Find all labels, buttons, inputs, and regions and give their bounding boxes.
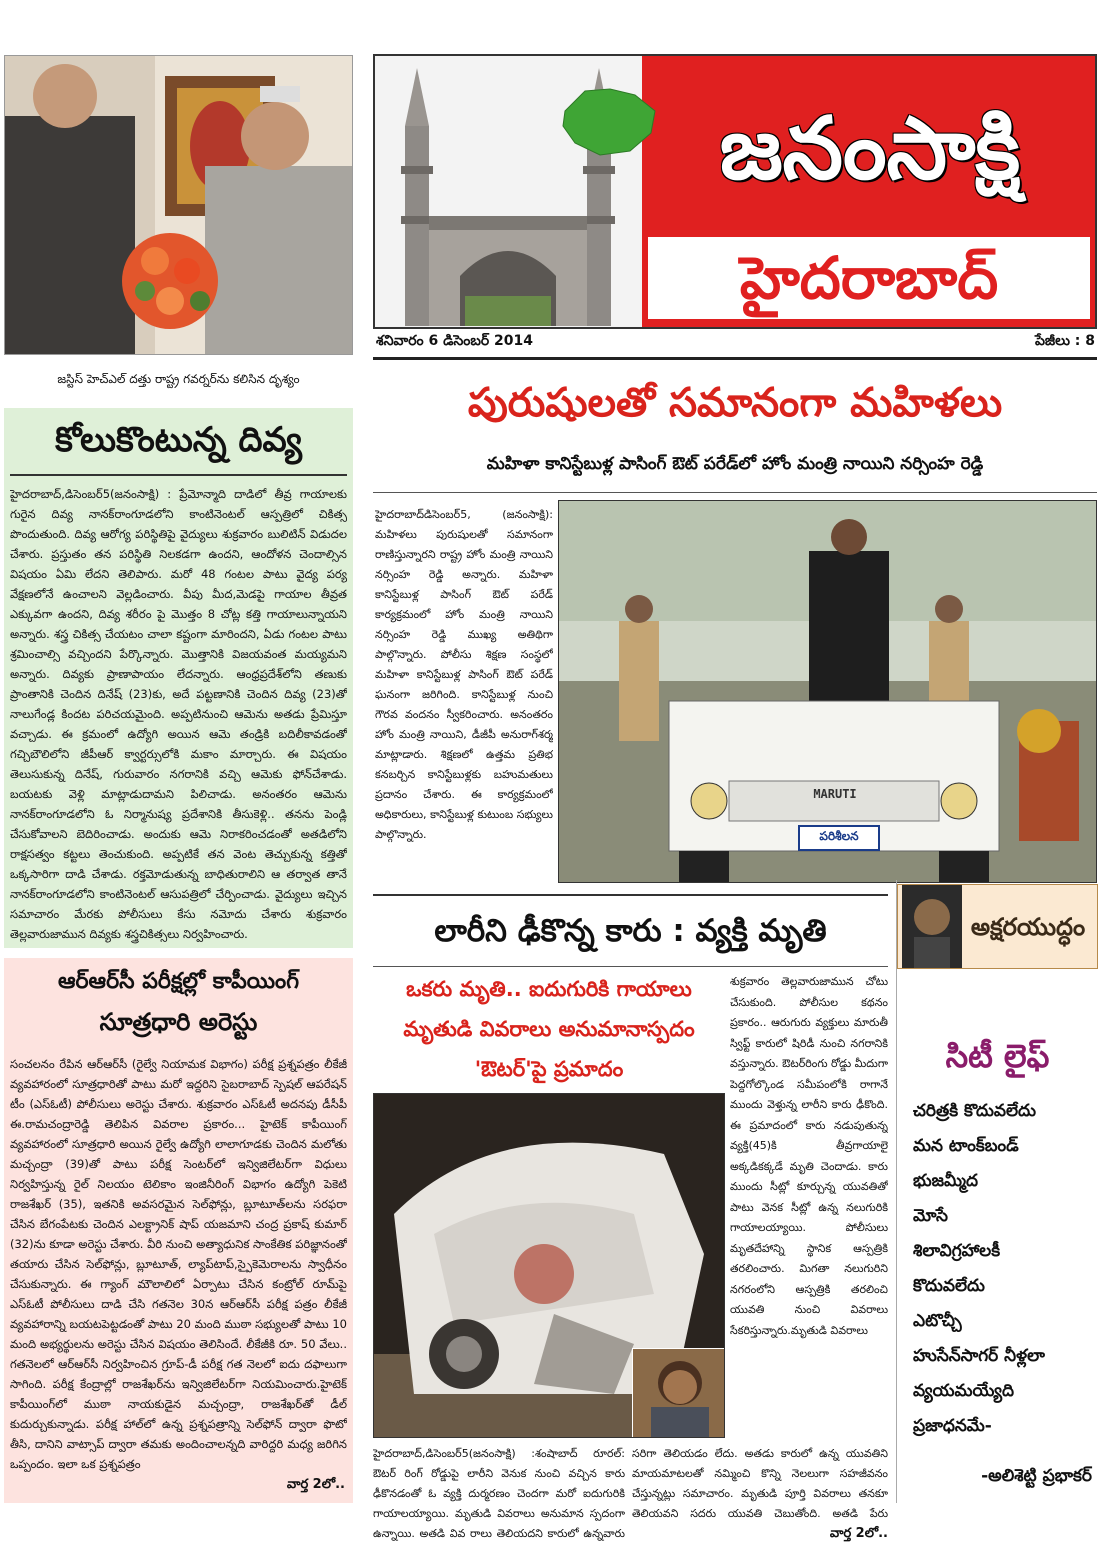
rrc-story (4, 958, 353, 1503)
governor-photo-illustration (5, 56, 353, 355)
parade-body: హైదరాబాద్‌డిసెంబర్5, (జనంసాక్షి): మహిళలు పురుషులతో సమానంగా రాణిస్తున్నారని రాష్ట్ర హోం మంత్రి నాయిని నర్సింహ రెడ్డి అన్నారు. మహిళా కానిస్టేబుళ్ల పాసింగ్ ఔట్ పరేడ్ కార్యక్రమంలో హోం మంత్రి నాయిని నర్సింహ రెడ్డి ముఖ్య అతిథిగా పాల్గొన్నారు. పోలీసు శిక్షణ సంస్థలో మహిళా కానిస్టేబుళ్ల పాసింగ్ ఔట్ పరేడ్ ఘనంగా జరిగింది. కానిస్టేబుళ్ల నుంచి గౌరవ వందనం స్వీకరించారు. అనంతరం హోం మంత్రి నాయిని, డీజీపీ అనురాగ్‌శర్మ మాట్లాడారు. శిక్షణలో ఉత్తమ ప్రతిభ కనబర్చిన కానిస్టేబుళ్లకు బహుమతులు ప్రదానం చేశారు. ఈ కార్యక్రమంలో అధికారులు, కానిస్టేబుళ్ల కుటుంబ సభ్యులు పాల్గొన్నారు. (375, 508, 553, 841)
poem-line: వ్యయమయ్యేది (913, 1381, 1014, 1401)
column-poem (913, 1094, 1098, 1454)
accident-car-photo (373, 1093, 725, 1438)
jeep-plate: పరిశీలన (819, 829, 859, 843)
column-author: -అలిశెట్టి ప్రభాకర్ (981, 1466, 1092, 1486)
poem-line: భుజమ్మీద (913, 1171, 979, 1191)
parade-rule (373, 492, 1097, 493)
masthead-edition-box (645, 234, 1093, 322)
accident-continued[interactable]: వార్త 2లో.. (829, 1526, 888, 1541)
masthead (373, 54, 1097, 329)
governor-photo-caption: జస్టిస్ హెచ్‌ఎల్ దత్తు రాష్ట్ర గవర్నర్‌ను కలిసిన దృశ్యం (57, 372, 300, 386)
accident-sub3: 'ఔటర్'పై ప్రమాదం (474, 1057, 624, 1081)
victim-portrait-illustration (633, 1349, 725, 1438)
accident-sub1: ఒకరు మృతి.. ఐదుగురికి గాయాలు (406, 977, 692, 1001)
accident-sub2: మృతుడి వివరాలు అనుమానాస్పదం (403, 1017, 695, 1041)
governor-photo (4, 55, 353, 355)
divya-headline: కోలుకొంటున్న దివ్య (55, 420, 302, 460)
page-count: పేజీలు : 8 (1034, 333, 1095, 349)
masthead-title: జనంసాక్షి (719, 99, 1021, 199)
poem-line: మోసే (913, 1206, 948, 1226)
rrc-body: సంచలనం రేపిన ఆర్‌ఆర్‌సీ (రైల్వే నియామక విభాగం) పరీక్ష ప్రశ్నపత్రం లీకేజీ వ్యవహారంలో సూత్రధారితో పాటు మరో ఇద్దరిని సైబరాబాద్ స్పెషల్ ఆపరేషన్ టీం (ఎస్‌ఓటీ) పోలీసులు అరెస్టు చేశారు. శుక్రవారం ఎస్‌ఓటీ అదనపు డీసీపీ ఈ.రామచంద్రారెడ్డి తెలిపిన వివరాల ప్రకారం... హైటెక్ కాపీయింగ్ వ్యవహారంలో సూత్రధారి అయిన రైల్వే ఉద్యోగి లాలాగూడకు చెందిన మలోతు మచ్చంద్రా (39)తో పాటు పరీక్ష సెంటర్‌లో ఇన్విజిలేటర్‌గా విధులు నిర్వహిస్తున్న రైల్ నిలయం టెలికాం ఇంజినీరింగ్ విభాగం ఉద్యోగి పెకెటి రాజశేఖర్ (35), ఇతనికి అవసరమైన సెల్‌ఫోన్లు, బ్లూటూత్‌లను సరఫరా చేసిన బేగంపేటకు చెందిన ఎలక్ట్రానిక్ షాప్ యజమాని చంద్ర ప్రకాష్ కుమార్ (32)ను కూడా అరెస్టు చేశారు. వీరి నుంచి అత్యాధునిక సాంకేతిక పరిజ్ఞానంతో తయారు చేసిన సెల్‌ఫోన్లు, బ్లూటూత్, ల్యాప్‌టాప్,స్పైకెమెరాలను స్వాధీనం చేసుకున్నారు. ఈ గ్యాంగ్ మౌలాలిలో ఏర్పాటు చేసిన కంట్రోల్ రూమ్‌పై ఎస్‌ఓటీ పోలీసులు దాడి చేసి గతనెల 30న ఆర్‌ఆర్‌సీ పరీక్ష పత్రం లీకేజీ వ్యవహారాన్ని బయటపెట్టడంతో పాటు 20 మంది ముఠా సభ్యులతో పాటు 10 మంది అభ్యర్థులను అరెస్టు చేసిన విషయం తెలిసిందే. లీకేజీకి రూ. 50 వేలు.. గతనెలలో ఆర్‌ఆర్‌సీ నిర్వహించిన గ్రూప్-డీ పరీక్ష గత నెలలో ఐదు దఫాలుగా సాగింది. పరీక్ష కేంద్రాల్లో రాజశేఖర్‌ను ఇన్విజిలేటర్‌గా నియమించారు.హైటెక్ కాపీయింగ్‌లో ముఠా నాయకుడైన మచ్చంద్రా, రాజశేఖర్‌తో డీల్ కుదుర్చుకున్నాడు. పరీక్ష హాల్‌లో ఉన్న ప్రశ్నపత్రాన్ని సెల్‌ఫోన్ ద్వారా ఫొటో తీసి, దానిని వాట్సాప్ ద్వారా తమకు అందించాలన్నది వారిద్దరి మధ్య జరిగిన ఒప్పందం. ఇలా ఒక ప్రశ్నపత్రం (10, 1057, 347, 1471)
masthead-edition: హైదరాబాద్ (739, 244, 999, 312)
parade-photo-illustration (559, 501, 1097, 883)
column-banner-text: అక్షరయుద్ధం (970, 913, 1086, 941)
parade-photo (558, 500, 1097, 883)
issue-date: శనివారం 6 డిసెంబర్ 2014 (376, 333, 534, 349)
divya-body: హైదరాబాద్,డిసెంబర్5(జనంసాక్షి) : ప్రేమోన్మాది దాడిలో తీవ్ర గాయాలకు గురైన దివ్య నానక్‌రాంగూడలోని కాంటినెంటల్ ఆస్పత్రిలో చికిత్స పొందుతుంది. దివ్య ఆరోగ్య పరిస్థితిపై వైద్యులు శుక్రవారం బులిటిన్ విడుదల చేశారు. ప్రస్తుతం తన పరిస్థితి నిలకడగా ఉందని, ఆందోళన చెందాల్సిన విషయం ఏమి లేదని తెలిపారు. మరో 48 గంటల పాటు వైద్య పర్య వేక్షణలోనే ఉంచాలని వెల్లడించారు. వీపు మీద,మెడపై గాయాల తీవ్రత ఎక్కువగా ఉందని, దివ్య శరీరం పై మొత్తం 8 చోట్ల కత్తి గాయాలున్నాయని అన్నారు. శస్త్ర చికిత్స చేయటం చాలా కష్టంగా మారిందని, ఏడు గంటల పాటు శ్రమించాల్సి వచ్చిందని పేర్కొన్నారు. మొత్తానికి విజయవంత మయ్యమని అన్నారు. దివ్యకు ప్రాణాపాయం లేదన్నారు. ఆంధ్రప్రదేశ్‌లోని తణుకు ప్రాంతానికి చెందిన దినేష్ (23)కు, అదే పట్టణానికి చెందిన దివ్య (23)తో నాలుగేండ్ల కిందట పరిచయమైంది. అప్పటినుంచి ఆమెను అతడు ప్రేమిస్తూ వచ్చాడు. ఈ క్రమంలో ఉద్యోగి అయిన ఆమె తండ్రికి బదిలీకావడంతో గచ్చిబౌలిలోని జీపీఆర్ క్వార్టర్సులోకి మకాం మార్చారు. ఈ విషయం తెలుసుకున్న దినేష్, గురువారం నగరానికి వచ్చి ఆమెకు ఫోన్‌చేశాడు. బయటకు వెళ్లి మాట్లాడుదామని పిలిచాడు. అనంతరం ఆమెను నానక్‌రాంగూడలోని ఓ నిర్మానుష్య ప్రదేశానికి తీసుకెళ్లి.. తనను పెండ్లి చేసుకోవాలని బెదిరించాడు. అందుకు ఆమె నిరాకరించడంతో అతడిలోని రాక్షసత్వం కట్టలు తెంచుకుంది. అప్పటికే తన వెంట తెచ్చుకున్న కత్తితో ఒక్కసారిగా దాడి చేశాడు. రక్తమోడుతున్న బాధితురాలిని ఆ తర్వాత తానే నానక్‌రాంగూడలోని కాంటినెంటల్ ఆసుపత్రిలో చేర్పించాడు. వైద్యులు ఇచ్చిన సమాచారం మేరకు పోలీసులు కేసు నమోదు చేశారు శుక్రవారం తెల్లవారుజామున దివ్యకు శస్త్రచికిత్సలు నిర్వహించారు. (10, 487, 347, 941)
divya-headline-rule (10, 474, 347, 476)
poem-line: ఎటొచ్చీ (913, 1311, 962, 1331)
accident-body-right: శుక్రవారం తెల్లవారుజామున చోటు చేసుకుంది. పోలీసుల కథనం ప్రకారం.. ఆరుగురు వ్యక్తులు మారుతీ స్విఫ్ట్ కారులో షిరిడీ నుంచి నగరానికి వస్తున్నారు. ఔటర్‌రింగు రోడ్డు మీదుగా పెద్దగోల్కొండ సమీపంలోకి రాగానే ముందు వెళ్తున్న లారీని కారు ఢీకొంది. ఈ ప్రమాదంలో కారు నడుపుతున్న వ్యక్తి(45)కి తీవ్రగాయాలై అక్కడికక్కడే మృతి చెందాడు. కారు ముందు సీట్లో కూర్చున్న యువతితో పాటు వెనక సీట్లో ఉన్న నలుగురికి గాయాలయ్యాయి. పోలీసులు మృతదేహాన్ని స్థానిక ఆస్పత్రికి తరలించారు. మిగతా నలుగురిని నగరంలోని ఆస్పత్రికి తరలించి యువతి నుంచి వివరాలు సేకరిస్తున్నారు.మృతుడి వివరాలు (730, 975, 888, 1337)
jeep-brand: MARUTI (813, 787, 857, 801)
rrc-headline-line1: ఆర్‌ఆర్‌సీ పరీక్షల్లో కాపీయింగ్ (57, 969, 300, 994)
accident-headline-rule (373, 966, 888, 967)
poem-line: ప్రజాధనమే- (913, 1416, 992, 1436)
parade-headline: పురుషులతో సమానంగా మహిళలు (467, 380, 1003, 426)
accident-body-bottom-left: హైదరాబాద్,డిసెంబర్5(జనంసాక్షి) :శంషాబాద్ రూరల్: ఔటర్ రింగ్ రోడ్డుపై లారీని వెనుక నుంచి వచ్చిన కారు ఢీకొనడంతో ఓ వ్యక్తి దుర్మరణం చెందగా మరో ఐదుగురికి గాయాలయ్యాయి. మృతుడి వివరాలు అనుమాన స్పదంగా ఉన్నాయి. అతడి వివ రాలు తెలియదని కారులో ఉన్నవారు (373, 1447, 625, 1540)
poet-portrait-icon (902, 885, 962, 969)
divya-story (4, 408, 353, 948)
poem-line: శిలావిగ్రహాలకీ (913, 1241, 1001, 1261)
poem-line: హుసేన్‌సాగర్ నీళ్లలా (913, 1346, 1045, 1366)
poem-line: మన టాంక్‌బండ్ (913, 1136, 1019, 1156)
column-banner (897, 884, 1098, 969)
rrc-headline-line2: సూత్రధారి అరెస్టు (99, 1008, 258, 1036)
poem-line: కొదువలేదు (913, 1276, 985, 1296)
victim-photo (632, 1348, 725, 1438)
masthead-rule (373, 357, 1097, 360)
section-rule (373, 894, 888, 896)
accident-body-bottom-right: సరిగా తెలియడం లేదు. అతడు కారులో ఉన్న యువతిని మాయమాటలతో నమ్మించి కొన్ని నెలలుగా సహజీవనం చేస్తున్నట్లు సమాచారం. మృతుడి పూర్తి వివరాలు తనకూ తెలియవని సదరు యువతి చెబుతోంది. అతడి పేరు (632, 1447, 888, 1520)
parade-subheadline: మహిళా కానిస్టేబుళ్ల పాసింగ్ ఔట్ పరేడ్‌లో హోం మంత్రి నాయిని నర్సింహ రెడ్డి (486, 454, 984, 474)
poem-line: చరిత్రకి కొదువలేదు (913, 1101, 1036, 1121)
masthead-charminar-panel (375, 56, 642, 327)
column-box (896, 880, 1097, 1503)
rrc-continued[interactable]: వార్త 2లో.. (286, 1477, 345, 1492)
accident-headline: లారీని ఢీకొన్న కారు : వ్యక్తి మృతి (434, 913, 827, 949)
telangana-map-icon (555, 81, 665, 161)
column-title: సిటీ లైఫ్ (945, 1037, 1050, 1075)
